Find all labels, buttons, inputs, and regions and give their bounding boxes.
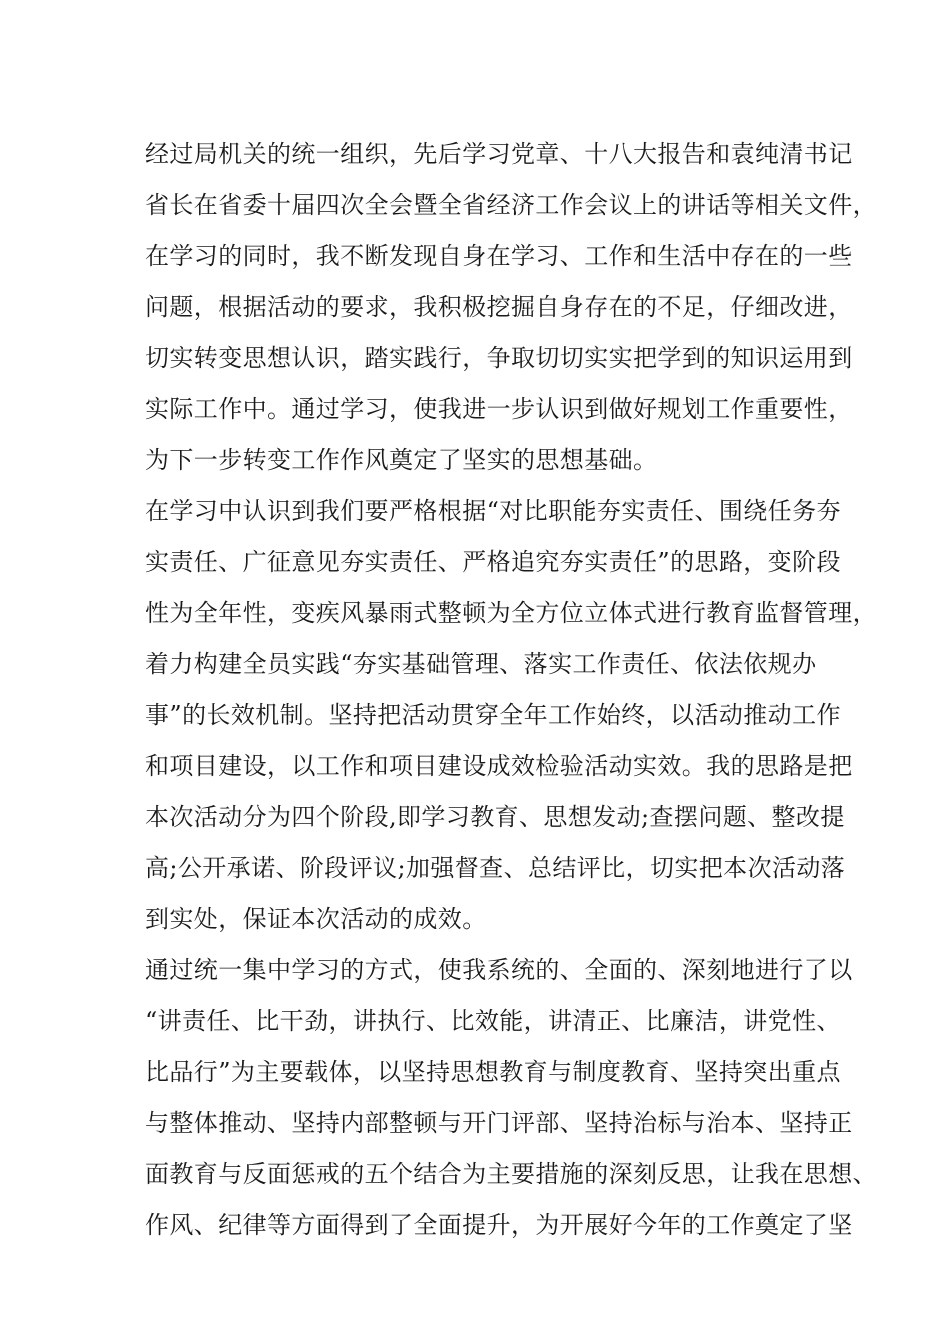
text-line: 在学习中认识到我们要严格根据“对比职能夯实责任、围绕任务夯 [145,497,841,525]
text-line: 比品行”为主要载体，以坚持思想教育与制度教育、坚持突出重点 [145,1058,841,1086]
text-line: 切实转变思想认识，踏实践行，争取切切实实把学到的知识运用到 [145,344,853,372]
text-line: 实际工作中。通过学习，使我进一步认识到做好规划工作重要性， [145,395,853,423]
text-line: 省长在省委十届四次全会暨全省经济工作会议上的讲话等相关文件， [145,191,877,219]
paragraph-3 [145,945,877,1251]
text-line: 本次活动分为四个阶段,即学习教育、思想发动;查摆问题、整改提 [145,803,845,831]
paragraph-1 [145,129,877,486]
text-line: 为下一步转变工作作风奠定了坚实的思想基础。 [145,446,658,474]
text-line: 问题，根据活动的要求，我积极挖掘自身存在的不足，仔细改进， [145,293,853,321]
paragraph-2 [145,486,877,945]
text-line: 通过统一集中学习的方式，使我系统的、全面的、深刻地进行了以 [145,956,853,984]
text-line: 在学习的同时，我不断发现自身在学习、工作和生活中存在的一些 [145,242,853,270]
text-line: 经过局机关的统一组织，先后学习党章、十八大报告和袁纯清书记 [145,140,853,168]
text-line: 作风、纪律等方面得到了全面提升，为开展好今年的工作奠定了坚 [145,1211,853,1239]
text-line: 高;公开承诺、阶段评议;加强督查、总结评比，切实把本次活动落 [145,854,846,882]
text-line: 实责任、广征意见夯实责任、严格追究夯实责任”的思路，变阶段 [145,548,841,576]
text-line: “讲责任、比干劲，讲执行、比效能，讲清正、比廉洁，讲党性、 [145,1007,841,1035]
text-line: 和项目建设，以工作和项目建设成效检验活动实效。我的思路是把 [145,752,853,780]
document-body [145,129,877,1251]
text-line: 事”的长效机制。坚持把活动贯穿全年工作始终，以活动推动工作 [145,701,841,729]
text-line: 性为全年性，变疾风暴雨式整顿为全方位立体式进行教育监督管理， [145,599,877,627]
text-line: 与整体推动、坚持内部整顿与开门评部、坚持治标与治本、坚持正 [145,1109,853,1137]
text-line: 着力构建全员实践“夯实基础管理、落实工作责任、依法依规办 [145,650,817,678]
text-line: 到实处，保证本次活动的成效。 [145,905,487,933]
text-line: 面教育与反面惩戒的五个结合为主要措施的深刻反思，让我在思想、 [145,1160,877,1188]
